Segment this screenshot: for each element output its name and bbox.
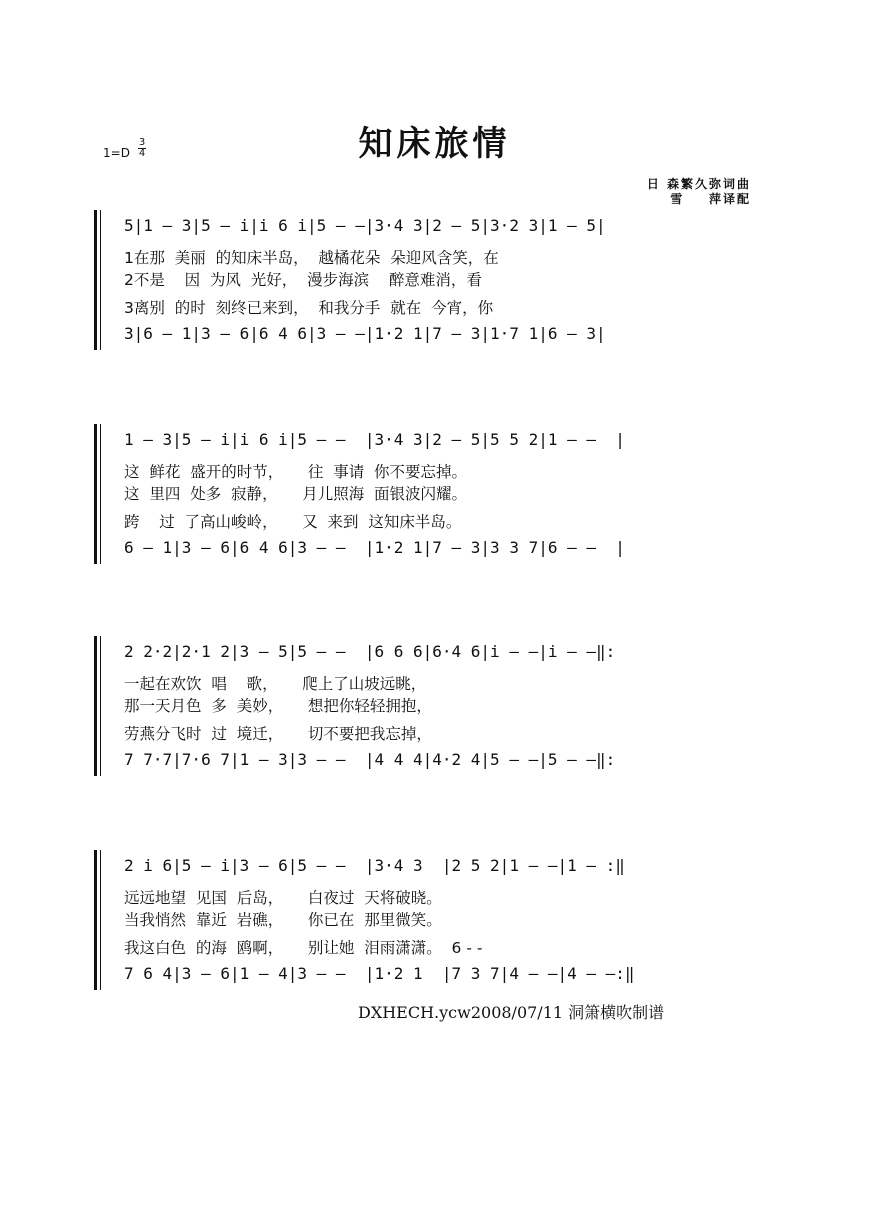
harmony-line: 3|6 – 1|3 – 6|6 4 6|3 – –|1·2 1|7 – 3|1·7 1|6 – 3| (124, 324, 606, 343)
system-brace-line (100, 424, 101, 564)
system-brace (94, 424, 97, 564)
melody-line: 2 i 6|5 – i|3 – 6|5 – – |3·4 3 |2 5 2|1 – –|1 – :‖ (124, 856, 625, 875)
time-signature-top: 3 (138, 137, 146, 148)
score-system-2 (94, 424, 749, 564)
lyrics-verse-3: 劳燕分飞时 过 境迁， 切不要把我忘掉， (124, 725, 432, 743)
system-brace (94, 636, 97, 776)
lyrics-verse-3: 3离别 的时 刻终已来到， 和我分手 就在 今宵，你 (124, 299, 494, 317)
score-system-1 (94, 210, 749, 350)
lyrics-verse-1: 这 鲜花 盛开的时节， 往 事请 你不要忘掉。 (124, 463, 468, 481)
harmony-line: 7 6 4|3 – 6|1 – 4|3 – – |1·2 1 |7 3 7|4 – –|4 – –:‖ (124, 964, 635, 983)
lyrics-verse-1: 远远地望 见国 后岛， 白夜过 天将破晓。 (124, 889, 442, 907)
lyrics-verse-1: 一起在欢饮 唱 歌， 爬上了山坡远眺， (124, 675, 427, 693)
system-brace (94, 210, 97, 350)
lyrics-verse-2: 那一天月色 多 美妙， 想把你轻轻拥抱， (124, 697, 432, 715)
system-brace-line (100, 210, 101, 350)
time-signature-bottom: 4 (138, 148, 146, 159)
melody-line: 2 2·2|2·1 2|3 – 5|5 – – |6 6 6|6·4 6|i – –|i – –‖: (124, 642, 616, 661)
song-title: 知床旅情 (358, 124, 511, 164)
lyrics-verse-2: 2不是 因 为风 光好， 漫步海滨 醉意难消，看 (124, 271, 482, 289)
lyrics-verse-2: 这 里四 处多 寂静， 月儿照海 面银波闪耀。 (124, 485, 468, 503)
key-signature: 1=D (103, 146, 130, 160)
system-brace (94, 850, 97, 990)
harmony-line: 7 7·7|7·6 7|1 – 3|3 – – |4 4 4|4·2 4|5 – –|5 – –‖: (124, 750, 616, 769)
time-signature (138, 138, 146, 159)
credit-translator: 雪 萍译配 (670, 192, 751, 206)
system-brace-line (100, 850, 101, 990)
score-system-3 (94, 636, 749, 776)
lyrics-verse-3: 我这白色 的海 鸥啊， 别让她 泪雨潇潇。 6 - - (124, 939, 483, 957)
system-brace-line (100, 636, 101, 776)
footer-credit: DXHECH.ycw2008/07/11 洞箫横吹制谱 (358, 1003, 665, 1022)
score-system-4 (94, 850, 749, 990)
melody-line: 5|1 – 3|5 – i|i 6 i|5 – –|3·4 3|2 – 5|3·2 3|1 – 5| (124, 216, 606, 235)
lyrics-verse-1: 1在那 美丽 的知床半岛， 越橘花朵 朵迎风含笑，在 (124, 249, 499, 267)
melody-line: 1 – 3|5 – i|i 6 i|5 – – |3·4 3|2 – 5|5 5 2|1 – – | (124, 430, 625, 449)
lyrics-verse-3: 跨 过 了高山峻岭， 又 来到 这知床半岛。 (124, 513, 462, 531)
harmony-line: 6 – 1|3 – 6|6 4 6|3 – – |1·2 1|7 – 3|3 3 7|6 – – | (124, 538, 625, 557)
lyrics-verse-2: 当我悄然 靠近 岩礁， 你已在 那里微笑。 (124, 911, 442, 929)
credit-composer: 日 森繁久弥词曲 (646, 177, 751, 191)
